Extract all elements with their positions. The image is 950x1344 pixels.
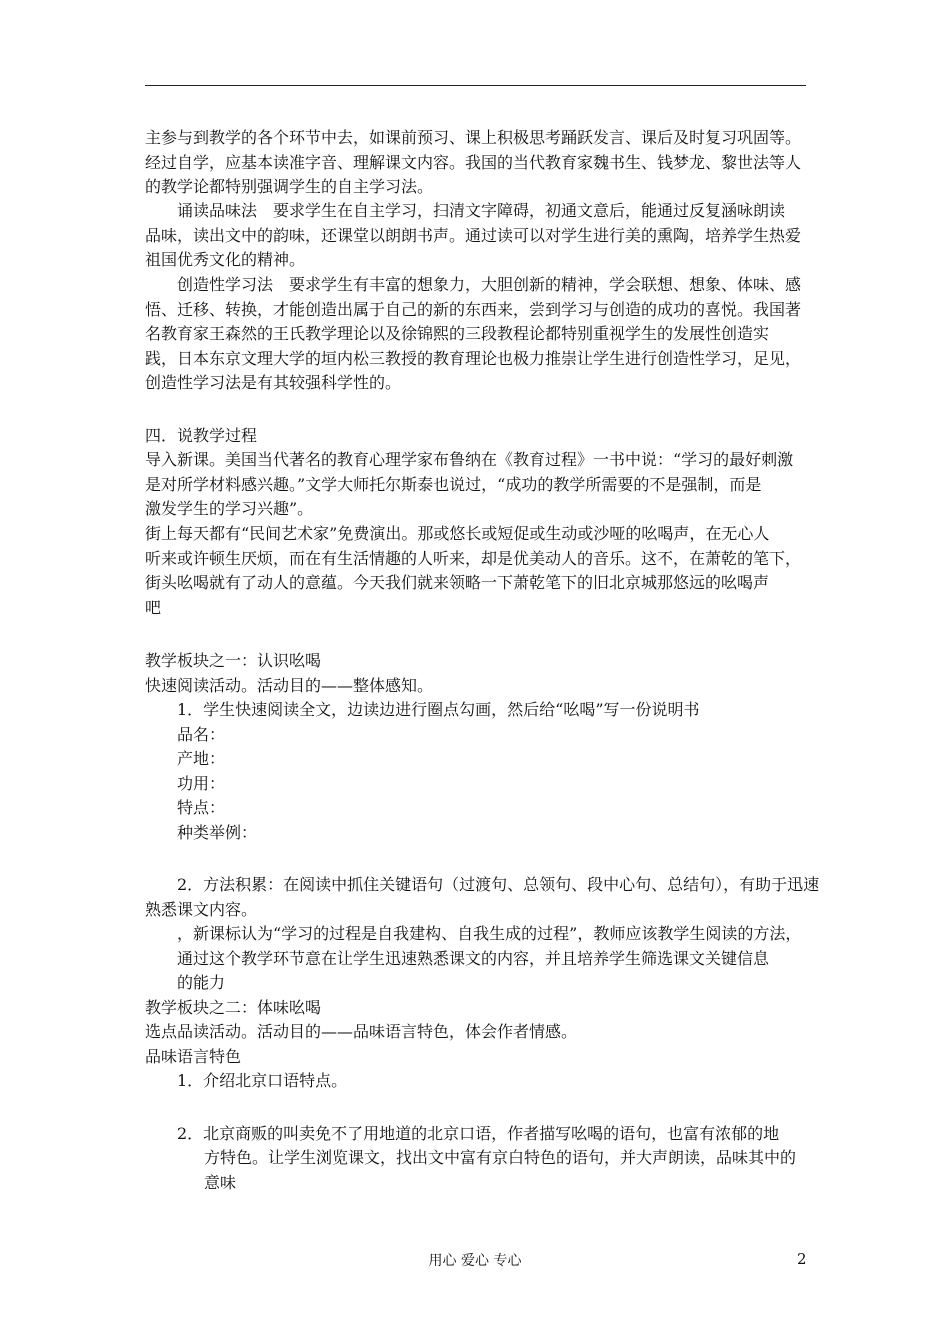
text-line: 导入新课。美国当代著名的教育心理学家布鲁纳在《教育过程》一书中说：“学习的最好刺激 (145, 450, 794, 469)
text-line: 街上每天都有“民间艺术家”免费演出。那或悠长或短促或生动或沙哑的吆喝声，在无心人 (145, 524, 770, 543)
list-item: 1．学生快速阅读全文，边读边进行圈点勾画，然后给“吆喝”写一份说明书 (177, 700, 700, 719)
text-line: 意味 (204, 1173, 237, 1192)
text-line: 的教学论都特别强调学生的自主学习法。 (145, 177, 434, 196)
text-line: 街头吆喝就有了动人的意蕴。今天我们就来领略一下萧乾笔下的旧北京城那悠远的吆喝声 (145, 573, 770, 592)
block-heading: 教学板块之一：认识吆喝 (145, 651, 322, 670)
text-line: 创造性学习法 要求学生有丰富的想象力，大胆创新的精神，学会联想、想象、体味、感 (177, 275, 802, 294)
text-line: 通过这个教学环节意在让学生迅速熟悉课文的内容，并且培养学生筛选课文关键信息 (177, 949, 770, 968)
text-line: 的能力 (177, 973, 226, 992)
text-line: 品味，读出文中的韵味，还课堂以朗朗书声。通过读可以对学生进行美的熏陶，培养学生热爱 (145, 226, 802, 245)
text-line: 激发学生的学习兴趣”。 (145, 499, 314, 518)
text-line: 经过自学，应基本读准字音、理解课文内容。我国的当代教育家魏书生、钱梦龙、黎世法等人 (145, 153, 802, 172)
text-line: 主参与到教学的各个环节中去，如课前预习、课上积极思考踊跃发言、课后及时复习巩固等。 (145, 128, 802, 147)
text-line: 诵读品味法 要求学生在自主学习，扫清文字障碍，初通文意后，能通过反复涵咏朗读 (177, 201, 786, 220)
form-field-label: 产地： (177, 749, 226, 768)
text-line: 践，日本东京文理大学的垣内松三教授的教育理论也极力推崇让学生进行创造性学习，足见， (145, 349, 802, 368)
list-item: 1．介绍北京口语特点。 (177, 1071, 348, 1090)
text-line: 悟、迁移、转换，才能创造出属于自己的新的东西来，尝到学习与创造的成功的喜悦。我国著 (145, 300, 802, 319)
section-heading: 四．说教学过程 (145, 426, 258, 445)
page-number: 2 (797, 1250, 807, 1268)
form-field-label: 功用： (177, 774, 226, 793)
text-line: ，新课标认为“学习的过程是自我建构、自我生成的过程”，教师应该教学生阅读的方法， (177, 924, 802, 943)
text-line: 创造性学习法是有其较强科学性的。 (145, 373, 402, 392)
list-item: 2．北京商贩的叫卖免不了用地道的北京口语，作者描写吆喝的语句，也富有浓郁的地 (177, 1124, 780, 1143)
block-heading: 教学板块之二：体味吆喝 (145, 998, 322, 1017)
subheading: 品味语言特色 (145, 1047, 242, 1066)
text-line: 吧 (145, 598, 162, 617)
text-line: 听来或许顿生厌烦，而在有生活情趣的人听来，却是优美动人的音乐。这不，在萧乾的笔下， (145, 549, 802, 568)
form-field-label: 品名： (177, 725, 226, 744)
text-line: 名教育家王森然的王氏教学理论以及徐锦熙的三段教程论都特别重视学生的发展性创造实 (145, 324, 770, 343)
list-item: 2．方法积累：在阅读中抓住关键语句（过渡句、总领句、段中心句、总结句），有助于迅速 (177, 875, 820, 894)
text-line: 快速阅读活动。活动目的——整体感知。 (145, 676, 434, 695)
text-line: 熟悉课文内容。 (145, 900, 258, 919)
header-rule (145, 85, 806, 86)
text-line: 方特色。让学生浏览课文，找出文中富有京白特色的语句，并大声朗读，品味其中的 (204, 1148, 797, 1167)
text-line: 是对所学材料感兴趣。”文学大师托尔斯泰也说过，“成功的教学所需要的不是强制，而是 (145, 475, 762, 494)
text-line: 祖国优秀文化的精神。 (145, 250, 306, 269)
form-field-label: 种类举例： (177, 823, 258, 842)
text-line: 选点品读活动。活动目的——品味语言特色，体会作者情感。 (145, 1022, 578, 1041)
form-field-label: 特点： (177, 798, 226, 817)
page-footer: 用心 爱心 专心 (428, 1253, 522, 1269)
